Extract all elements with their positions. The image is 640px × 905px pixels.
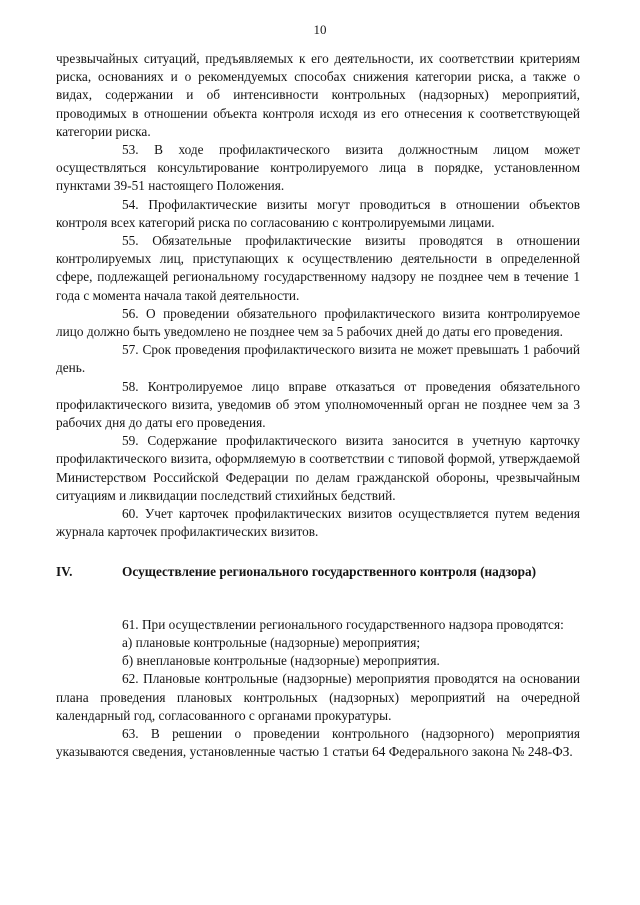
page-number: 10 (313, 22, 327, 37)
section-title: Осуществление регионального государственного контроля (надзора) (122, 564, 537, 580)
paragraph-61: 61. При осуществлении регионального государственного надзора проводятся: (122, 616, 564, 632)
paragraph-54: 54. Профилактические визиты могут проводиться в отношении объектов контроля всех категорий риска по согласованию с контролируемыми лицами. (56, 196, 580, 230)
paragraph-61-b: б) внеплановые контрольные (надзорные) мероприятия. (122, 653, 440, 669)
paragraph-55: 55. Обязательные профилактические визиты проводятся в отношении контролируемых лиц, приступающих к осуществлению деятельности в определенной сфере, подлежащей региональному государственному надзору не позднее чем в течение 1 года с момента начала такой деятельности. (56, 233, 580, 303)
section-number: IV. (56, 564, 73, 580)
paragraph-continuation: чрезвычайных ситуаций, предъявляемых к его деятельности, их соответствии критериям риска, основаниях и о рекомендуемых способах снижения категории риска, а также о видах, содержании и об интенсивности контрольных (надзорных) мероприятий, проводимых в отношении объекта контроля исходя из его отнесения к соответствующей категории риска. (56, 51, 580, 139)
paragraph-61-a: а) плановые контрольные (надзорные) мероприятия; (122, 634, 421, 650)
paragraph-53: 53. В ходе профилактического визита должностным лицом может осуществляться консультирование контролируемого лица в порядке, установленном пунктами 39-51 настоящего Положения. (56, 142, 580, 194)
paragraph-57: 57. Срок проведения профилактического визита не может превышать 1 рабочий день. (56, 342, 580, 376)
paragraph-60: 60. Учет карточек профилактических визитов осуществляется путем ведения журнала карточек профилактических визитов. (56, 506, 580, 540)
paragraph-63: 63. В решении о проведении контрольного (надзорного) мероприятия указываются сведения, установленные частью 1 статьи 64 Федерального закона № 248-ФЗ. (56, 725, 580, 760)
section-heading (56, 563, 580, 581)
document-body (56, 50, 580, 761)
paragraph-58: 58. Контролируемое лицо вправе отказаться от проведения обязательного профилактического визита, уведомив об этом уполномоченный орган не позднее чем за 3 рабочих дня до даты его проведения. (56, 378, 580, 431)
paragraph-59: 59. Содержание профилактического визита заносится в учетную карточку профилактического визита, оформляемую в соответствии с типовой формой, утверждаемой Министерством Российской Федерации по делам гражданской обороны, чрезвычайным ситуациям и ликвидации последствий стихийных бедствий. (56, 433, 580, 503)
paragraph-62: 62. Плановые контрольные (надзорные) мероприятия проводятся на основании плана проведения плановых контрольных (надзорных) мероприятий на очередной календарный год, согласованного с органами прокуратуры. (56, 671, 580, 723)
paragraph-56: 56. О проведении обязательного профилактического визита контролируемое лицо должно быть уведомлено не позднее чем за 5 рабочих дней до даты его проведения. (56, 305, 580, 340)
